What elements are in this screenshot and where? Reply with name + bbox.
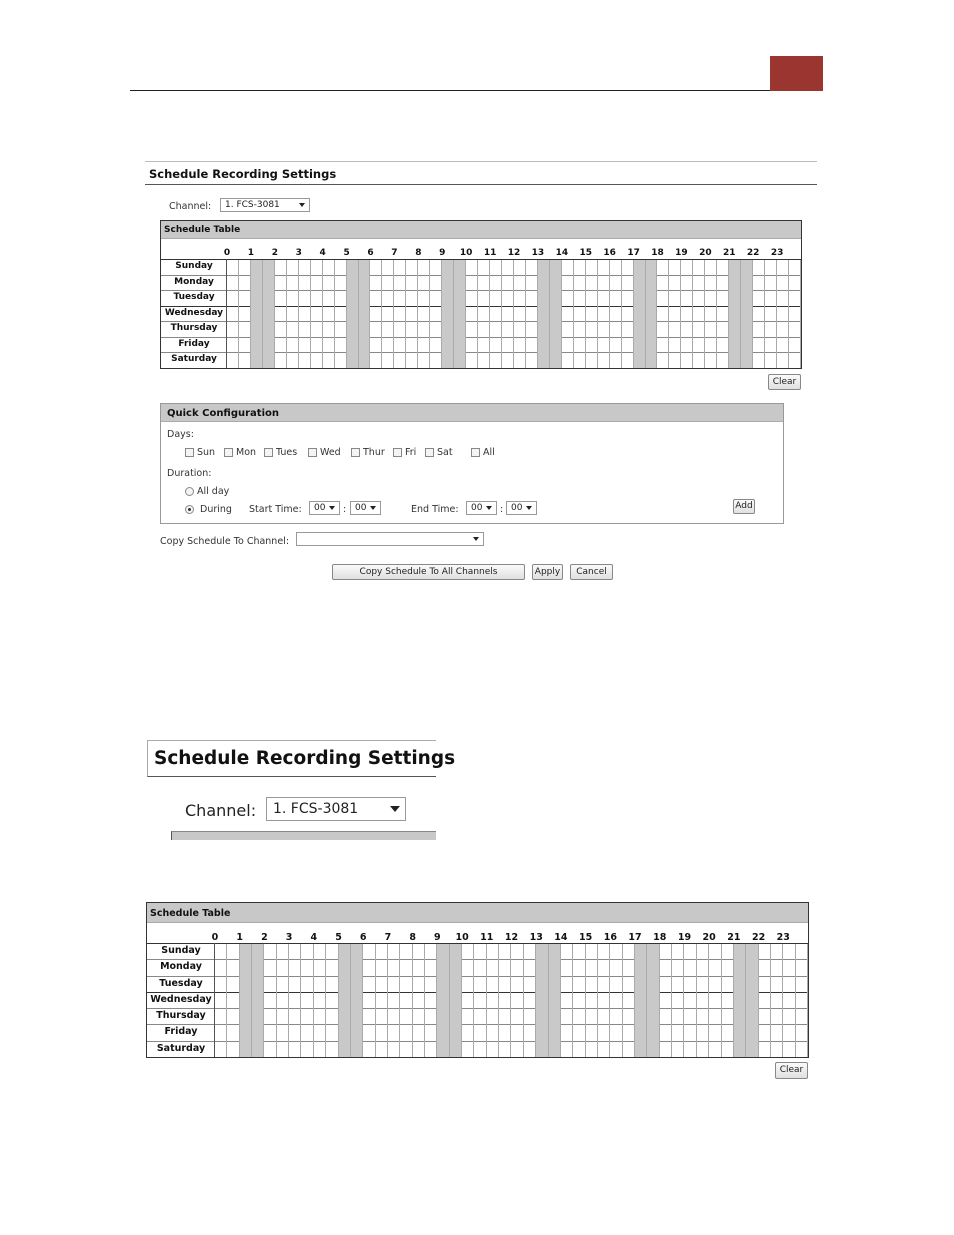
end-time-label: End Time: [411, 504, 459, 515]
schedule-cell-column[interactable] [376, 944, 388, 1057]
schedule-cell-column[interactable] [335, 260, 347, 368]
clear-button[interactable]: Clear [768, 374, 801, 390]
schedule-cell-column[interactable] [549, 944, 561, 1057]
start-hour-value: 00 [314, 503, 326, 513]
quick-configuration-title: Quick Configuration [161, 404, 783, 422]
day-checkbox-label: Mon [236, 447, 257, 458]
schedule-cell-column[interactable] [363, 944, 375, 1057]
all-days-label: All [483, 447, 495, 458]
schedule-cell-column[interactable] [490, 260, 502, 368]
zoom-channel-value: 1. FCS-3081 [273, 801, 359, 817]
schedule-cell-column[interactable] [586, 260, 598, 368]
chevron-down-icon [329, 506, 335, 510]
chevron-down-icon [473, 537, 479, 541]
schedule-table-large [146, 902, 809, 1058]
copy-all-channels-button[interactable]: Copy Schedule To All Channels [332, 564, 525, 580]
schedule-cell-column[interactable] [697, 944, 709, 1057]
cancel-button[interactable]: Cancel [570, 564, 613, 580]
day-checkbox-label: Thur [363, 447, 385, 458]
day-label: Sunday [175, 261, 213, 271]
hour-label: 6 [359, 932, 367, 943]
schedule-cell-column[interactable] [573, 944, 585, 1057]
zoom-title: Schedule Recording Settings [154, 748, 456, 769]
schedule-cell-column[interactable] [783, 944, 795, 1057]
schedule-cell-column[interactable] [538, 260, 550, 368]
schedule-cell-column[interactable] [562, 260, 574, 368]
zoom-channel-label: Channel: [185, 801, 257, 820]
day-label: Monday [160, 961, 202, 973]
hour-label: 21 [727, 932, 741, 943]
schedule-cell-column[interactable] [574, 260, 586, 368]
schedule-cell-column[interactable] [437, 944, 449, 1057]
schedule-cell-column[interactable] [709, 944, 721, 1057]
day-label: Wednesday [164, 307, 224, 318]
hour-label: 13 [531, 248, 545, 258]
day-checkbox-label: Sat [437, 447, 453, 458]
hour-label: 13 [529, 932, 543, 943]
schedule-cell-column[interactable] [550, 260, 562, 368]
zoom-title-box [147, 740, 456, 777]
schedule-cell-column[interactable] [646, 260, 658, 368]
day-label: Thursday [156, 1010, 206, 1022]
schedule-cell-column[interactable] [729, 260, 741, 368]
start-time-label: Start Time: [249, 504, 302, 515]
add-button[interactable]: Add [733, 499, 755, 514]
schedule-cell-column[interactable] [635, 944, 647, 1057]
schedule-cell-column[interactable] [382, 260, 394, 368]
apply-button[interactable]: Apply [532, 564, 563, 580]
hour-label: 10 [459, 248, 473, 258]
schedule-cell-column[interactable] [227, 944, 239, 1057]
day-label: Monday [174, 276, 214, 287]
hour-label: 12 [507, 248, 521, 258]
hour-label: 7 [384, 932, 392, 943]
schedule-cell-column[interactable] [672, 944, 684, 1057]
chevron-down-icon [486, 506, 492, 510]
schedule-cell-column[interactable] [388, 944, 400, 1057]
schedule-cell-column[interactable] [287, 260, 299, 368]
channel-select[interactable] [220, 198, 310, 212]
schedule-cell-column[interactable] [311, 260, 323, 368]
day-label: Tuesday [159, 977, 203, 989]
day-checkbox[interactable] [224, 448, 233, 457]
hour-label: 4 [319, 248, 326, 258]
schedule-cell-column[interactable] [660, 944, 672, 1057]
day-checkbox-label: Fri [405, 447, 417, 458]
schedule-cell-column[interactable] [771, 944, 783, 1057]
hour-label: 19 [677, 932, 692, 943]
hour-label: 2 [261, 932, 268, 943]
hour-label: 10 [455, 932, 469, 943]
schedule-cell-column[interactable] [753, 260, 765, 368]
hour-label: 3 [285, 932, 293, 943]
schedule-cell-column[interactable] [339, 944, 351, 1057]
schedule-cell-column[interactable] [586, 944, 598, 1057]
start-minute-value: 00 [355, 503, 367, 513]
schedule-cell-column[interactable] [684, 944, 696, 1057]
schedule-cell-column[interactable] [777, 260, 789, 368]
day-label: Sunday [161, 945, 201, 956]
schedule-cell-column[interactable] [658, 260, 670, 368]
all-day-radio[interactable] [185, 487, 194, 496]
schedule-cell-column[interactable] [722, 944, 734, 1057]
day-label: Saturday [171, 354, 217, 365]
chevron-down-icon [526, 506, 532, 510]
hour-label: 19 [675, 248, 688, 258]
schedule-cell-column[interactable] [323, 260, 335, 368]
day-checkbox[interactable] [185, 448, 194, 457]
schedule-cell-column[interactable] [289, 944, 301, 1057]
hour-label: 22 [751, 932, 766, 943]
schedule-cell-column[interactable] [789, 260, 801, 368]
hour-label: 8 [415, 248, 422, 258]
schedule-table-title: Schedule Table [147, 903, 808, 923]
channel-label: Channel: [169, 201, 212, 212]
schedule-cell-column[interactable] [442, 260, 454, 368]
schedule-cell-column[interactable] [425, 944, 437, 1057]
schedule-cell-column[interactable] [251, 260, 263, 368]
hour-label: 0 [211, 932, 219, 943]
schedule-cell-column[interactable] [263, 260, 275, 368]
schedule-table [160, 220, 802, 369]
page-header-rule [130, 90, 822, 91]
day-label: Saturday [156, 1042, 206, 1054]
day-label: Friday [178, 338, 210, 349]
schedule-cell-column[interactable] [462, 944, 474, 1057]
day-checkbox-label: Tues [276, 447, 298, 458]
schedule-cell-column[interactable] [413, 944, 425, 1057]
hour-label: 16 [603, 248, 616, 258]
schedule-cell-column[interactable] [227, 260, 239, 368]
schedule-cell-column[interactable] [693, 260, 705, 368]
day-checkbox[interactable] [308, 448, 317, 457]
schedule-cell-column[interactable] [746, 944, 758, 1057]
end-minute-value: 00 [511, 503, 523, 513]
hour-label: 14 [554, 932, 568, 943]
copy-channel-select[interactable] [296, 532, 484, 546]
schedule-cell-column[interactable] [647, 944, 659, 1057]
schedule-cell-column[interactable] [299, 260, 311, 368]
schedule-cell-column[interactable] [705, 260, 717, 368]
schedule-cell-column[interactable] [623, 944, 635, 1057]
hour-label: 17 [628, 932, 642, 943]
schedule-cell-column[interactable] [359, 260, 371, 368]
hour-label: 18 [653, 932, 667, 943]
zoom-channel-select[interactable] [266, 797, 406, 821]
settings-title: Schedule Recording Settings [145, 161, 817, 185]
start-hour-select[interactable] [309, 501, 340, 515]
during-label: During [200, 504, 232, 515]
schedule-cell-column[interactable] [478, 260, 490, 368]
schedule-cell-column[interactable] [512, 944, 524, 1057]
schedule-cell-column[interactable] [240, 944, 252, 1057]
schedule-cell-column[interactable] [622, 260, 634, 368]
schedule-cell-column[interactable] [524, 944, 536, 1057]
schedule-cell-column[interactable] [314, 944, 326, 1057]
schedule-cell-column[interactable] [264, 944, 276, 1057]
schedule-cell-column[interactable] [326, 944, 338, 1057]
end-minute-select[interactable] [506, 501, 537, 515]
schedule-cell-column[interactable] [499, 944, 511, 1057]
schedule-cell-column[interactable] [371, 260, 383, 368]
start-time-colon: : [343, 504, 347, 515]
hour-label: 23 [776, 932, 790, 943]
day-checkbox[interactable] [351, 448, 360, 457]
hour-label: 1 [247, 248, 255, 258]
hour-label: 9 [439, 248, 446, 258]
schedule-cell-column[interactable] [277, 944, 289, 1057]
day-label: Wednesday [150, 993, 212, 1005]
hour-label: 8 [409, 932, 416, 943]
day-checkbox[interactable] [425, 448, 434, 457]
schedule-cell-column[interactable] [717, 260, 729, 368]
hour-label: 21 [722, 248, 736, 258]
schedule-cell-column[interactable] [252, 944, 264, 1057]
schedule-cell-column[interactable] [598, 260, 610, 368]
all-days-checkbox[interactable] [471, 448, 480, 457]
page-number-block [770, 56, 823, 91]
hour-label: 11 [483, 248, 497, 258]
hour-label: 9 [434, 932, 441, 943]
schedule-cell-column[interactable] [454, 260, 466, 368]
hour-label: 15 [579, 248, 592, 258]
hour-label: 6 [367, 248, 374, 258]
hour-label: 5 [343, 248, 350, 258]
hour-label: 3 [295, 248, 302, 258]
hour-label: 18 [651, 248, 664, 258]
chevron-down-icon [390, 806, 400, 812]
day-checkbox[interactable] [264, 448, 273, 457]
hour-label: 5 [335, 932, 342, 943]
hour-label: 17 [627, 248, 640, 258]
hour-label: 14 [555, 248, 569, 258]
schedule-cell-column[interactable] [681, 260, 693, 368]
day-label: Friday [164, 1026, 198, 1038]
schedule-cell-column[interactable] [239, 260, 251, 368]
start-minute-select[interactable] [350, 501, 381, 515]
schedule-cell-column[interactable] [610, 944, 622, 1057]
end-hour-value: 00 [471, 503, 483, 513]
hour-label: 20 [702, 932, 716, 943]
schedule-cell-column[interactable] [536, 944, 548, 1057]
day-checkbox-label: Sun [197, 447, 216, 458]
schedule-cell-column[interactable] [526, 260, 538, 368]
schedule-cell-column[interactable] [561, 944, 573, 1057]
schedule-cell-column[interactable] [598, 944, 610, 1057]
channel-select-value: 1. FCS-3081 [225, 200, 280, 210]
day-label: Tuesday [173, 292, 215, 303]
schedule-cell-column[interactable] [275, 260, 287, 368]
schedule-cell-column[interactable] [450, 944, 462, 1057]
schedule-cell-column[interactable] [406, 260, 418, 368]
schedule-cell-column[interactable] [347, 260, 359, 368]
end-time-colon: : [500, 504, 504, 515]
during-radio[interactable] [185, 505, 194, 514]
hour-label: 20 [699, 248, 712, 258]
hour-label: 7 [391, 248, 398, 258]
schedule-cell-column[interactable] [351, 944, 363, 1057]
schedule-cell-column[interactable] [759, 944, 771, 1057]
hour-label: 12 [504, 932, 519, 943]
schedule-cell-column[interactable] [400, 944, 412, 1057]
all-day-label: All day [197, 486, 230, 497]
schedule-cell-column[interactable] [301, 944, 313, 1057]
hour-label: 0 [223, 248, 231, 258]
schedule-cell-column[interactable] [741, 260, 753, 368]
copy-schedule-label: Copy Schedule To Channel: [160, 536, 290, 547]
day-checkbox-label: Wed [320, 447, 341, 458]
hour-label: 23 [770, 248, 784, 258]
schedule-cell-column[interactable] [466, 260, 478, 368]
zoom-table-edge [171, 831, 436, 840]
schedule-cell-column[interactable] [502, 260, 514, 368]
schedule-cell-column[interactable] [796, 944, 808, 1057]
clear-button-large[interactable]: Clear [775, 1062, 808, 1079]
schedule-cell-column[interactable] [418, 260, 430, 368]
schedule-cell-column[interactable] [765, 260, 777, 368]
chevron-down-icon [370, 506, 376, 510]
hour-label: 2 [271, 248, 278, 258]
day-label: Thursday [170, 323, 218, 334]
hour-label: 22 [746, 248, 760, 258]
schedule-cell-column[interactable] [215, 944, 227, 1057]
hour-label: 1 [236, 932, 243, 943]
schedule-table-title: Schedule Table [161, 221, 801, 239]
hour-label: 16 [603, 932, 617, 943]
duration-label: Duration: [167, 468, 212, 479]
days-label: Days: [167, 429, 194, 440]
schedule-cell-column[interactable] [487, 944, 499, 1057]
schedule-cell-column[interactable] [430, 260, 442, 368]
hour-label: 11 [480, 932, 494, 943]
schedule-cell-column[interactable] [610, 260, 622, 368]
schedule-cell-column[interactable] [734, 944, 746, 1057]
end-hour-select[interactable] [466, 501, 497, 515]
day-checkbox[interactable] [393, 448, 402, 457]
chevron-down-icon [299, 203, 305, 207]
hour-label: 4 [310, 932, 318, 943]
schedule-cell-column[interactable] [634, 260, 646, 368]
schedule-cell-column[interactable] [394, 260, 406, 368]
schedule-cell-column[interactable] [669, 260, 681, 368]
schedule-cell-column[interactable] [474, 944, 486, 1057]
schedule-cell-column[interactable] [514, 260, 526, 368]
hour-label: 15 [579, 932, 593, 943]
